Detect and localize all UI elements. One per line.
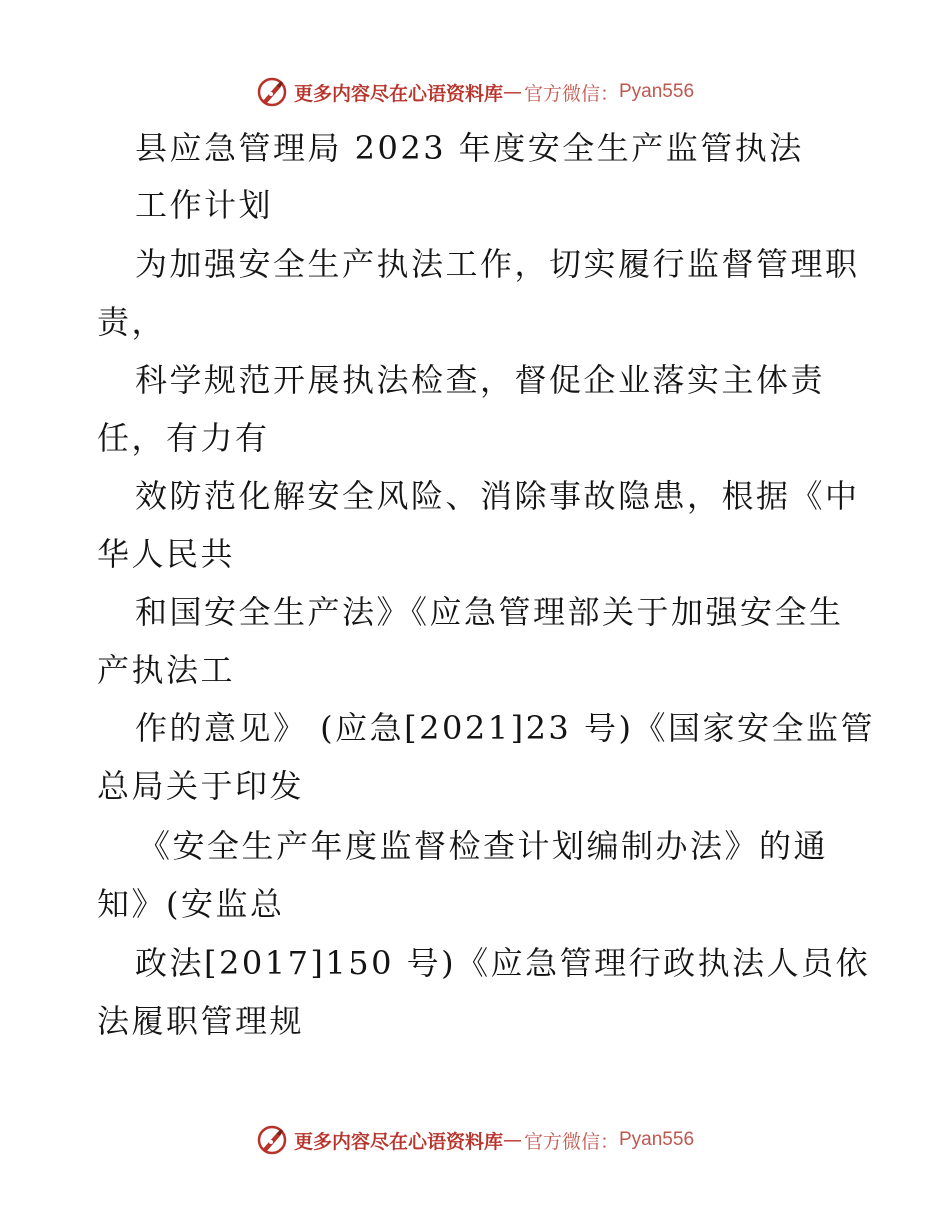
- banner-wechat-label: 官方微信：: [523, 1130, 619, 1153]
- banner-site-text: 更多内容尽在心语资料库: [293, 1130, 503, 1153]
- banner-site-text: 更多内容尽在心语资料库: [293, 82, 503, 105]
- paragraph-line: 法履职管理规: [97, 1002, 305, 1040]
- paragraph-line: 华人民共: [97, 535, 236, 573]
- document-title-line-1: 县应急管理局 2023 年度安全生产监管执法: [135, 129, 804, 167]
- banner-dash: —: [502, 81, 522, 103]
- paragraph-line: 《安全生产年度监督检查计划编制办法》的通: [138, 827, 829, 865]
- banner-wechat-label: 官方微信：: [523, 82, 619, 105]
- paragraph-line: 责，: [97, 303, 167, 341]
- pen-logo-icon: [256, 1124, 288, 1156]
- paragraph-line: 和国安全生产法》《应急管理部关于加强安全生: [135, 593, 844, 631]
- paragraph-line: 产执法工: [97, 651, 236, 689]
- paragraph-line: 知》(安监总: [97, 885, 285, 923]
- header-banner: [0, 72, 950, 112]
- footer-banner: [0, 1120, 950, 1160]
- banner-wechat-id: Pyan556: [619, 81, 695, 102]
- pen-logo-icon: [256, 76, 288, 108]
- document-title-line-2: 工作计划: [135, 186, 274, 224]
- paragraph-line: 作的意见》 (应急[2021]23 号)《国家安全监管: [135, 709, 875, 747]
- paragraph-line: 政法[2017]150 号)《应急管理行政执法人员依: [135, 944, 871, 982]
- banner-wechat-id: Pyan556: [619, 1129, 695, 1150]
- paragraph-line: 总局关于印发: [97, 767, 305, 805]
- paragraph-line: 效防范化解安全风险、消除事故隐患，根据《中: [135, 477, 860, 515]
- banner-dash: —: [502, 1129, 522, 1151]
- paragraph-line: 科学规范开展执法检查，督促企业落实主体责: [135, 361, 826, 399]
- paragraph-line: 任，有力有: [97, 419, 270, 457]
- paragraph-line: 为加强安全生产执法工作，切实履行监督管理职: [135, 245, 860, 283]
